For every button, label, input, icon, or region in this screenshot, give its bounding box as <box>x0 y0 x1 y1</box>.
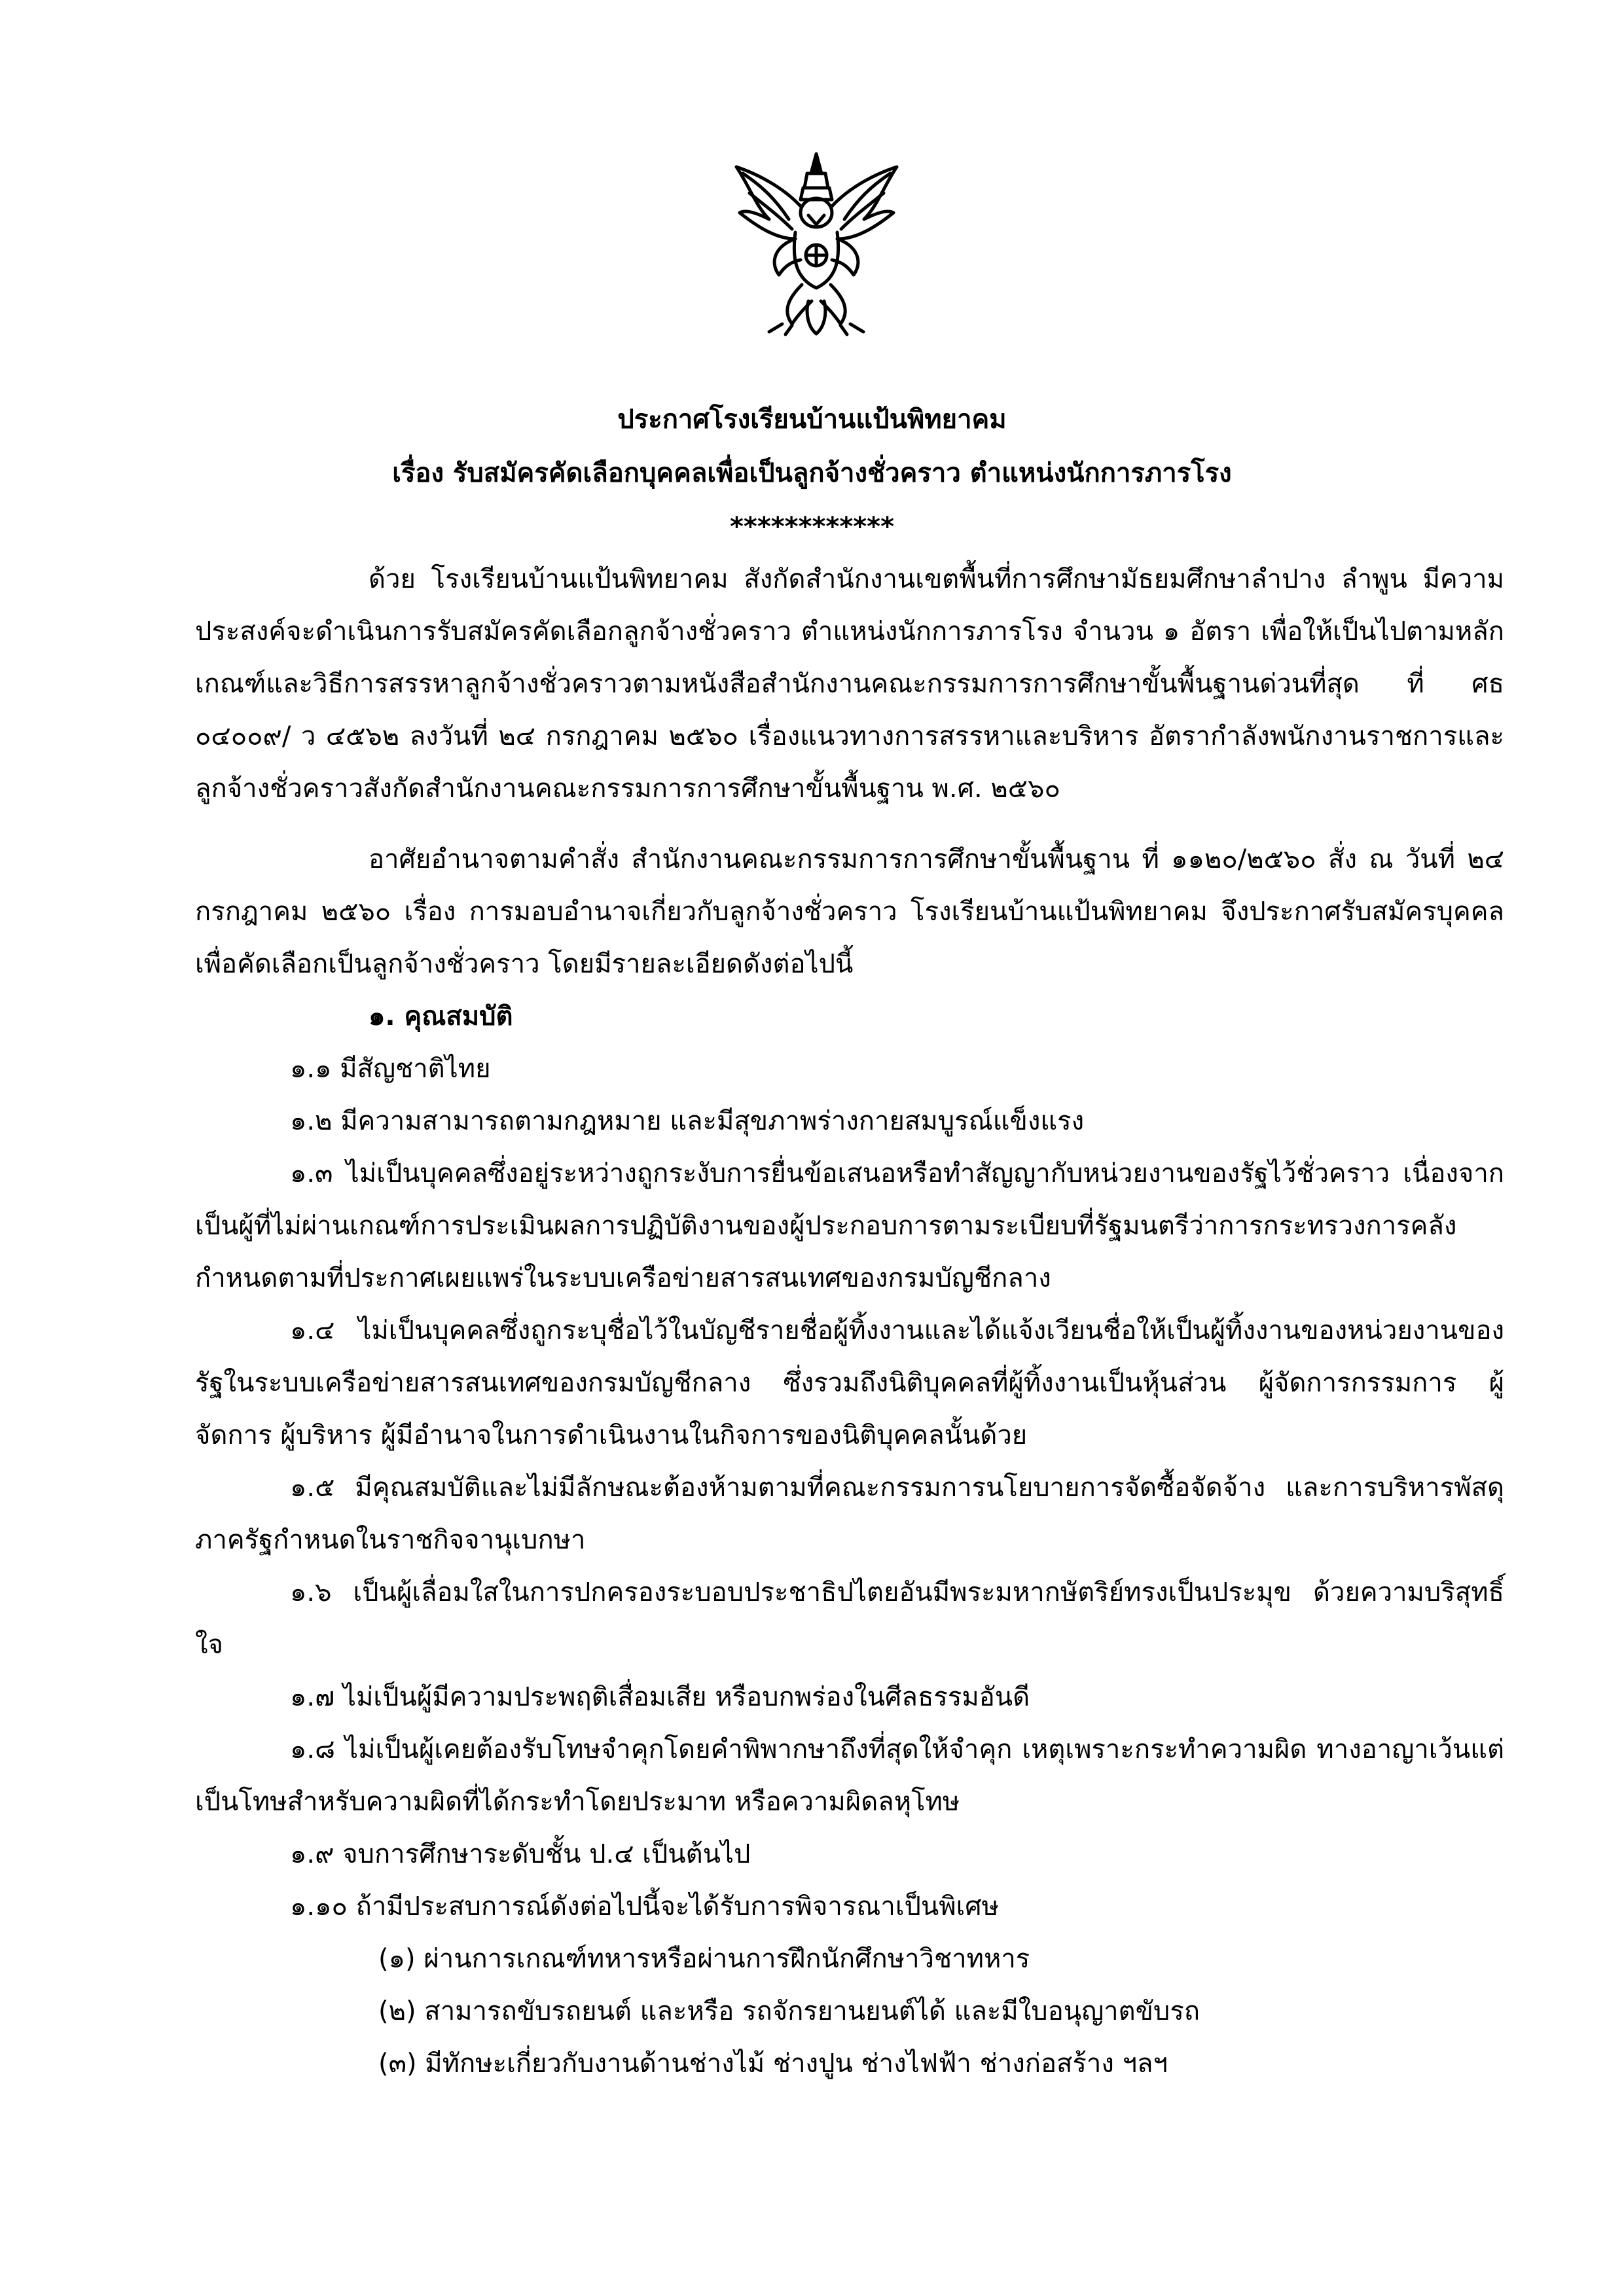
qualification-item: ๑.๒ มีความสามารถตามกฎหมาย และมีสุขภาพร่างกายสมบูรณ์แข็งแรง <box>290 1106 1085 1136</box>
section-1-title: ๑. คุณสมบัติ <box>369 1001 513 1031</box>
qualification-item: ๑.๔ ไม่เป็นบุคคลซึ่งถูกระบุชื่อไว้ในบัญชีรายชื่อผู้ทิ้งงานและได้แจ้งเวียนชื่อให้เป็นผู้ทิ้งงานของหน่วยงานของรัฐในระบบเครือข่ายสารสนเทศของกรมบัญชีกลาง ซึ่งรวมถึงนิติบุคคลที่ผู้ทิ้งงานเป็นหุ้นส่วน ผู้จัดการกรรมการ ผู้จัดการ ผู้บริหาร ผู้มีอำนาจในการดำเนินงานในกิจการของนิติบุคคลนั้นด้วย <box>195 1316 1504 1450</box>
qualification-item: ๑.๙ จบการศึกษาระดับชั้น ป.๔ เป็นต้นไป <box>290 1839 751 1869</box>
garuda-emblem-icon <box>730 147 903 337</box>
qualification-item: ๑.๑ มีสัญชาติไทย <box>290 1054 491 1084</box>
experience-subitem: (๑) ผ่านการเกณฑ์ทหารหรือผ่านการฝึกนักศึกษาวิชาทหาร <box>378 1944 1030 1974</box>
header-divider: ************ <box>729 512 894 542</box>
qualification-item: ๑.๓ ไม่เป็นบุคคลซึ่งอยู่ระหว่างถูกระงับการยื่นข้อเสนอหรือทำสัญญากับหน่วยงานของรัฐไว้ชั่วคราว เนื่องจากเป็นผู้ที่ไม่ผ่านเกณฑ์การประเมินผลการปฏิบัติงานของผู้ประกอบการตามระเบียบที่รัฐมนตรีว่าการกระทรวงการคลังกำหนดตามที่ประกาศเผยแพร่ในระบบเครือข่ายสารสนเทศของกรมบัญชีกลาง <box>195 1158 1504 1293</box>
qualification-item: ๑.๘ ไม่เป็นผู้เคยต้องรับโทษจำคุกโดยคำพิพากษาถึงที่สุดให้จำคุก เหตุเพราะกระทำความผิด ทางอาญาเว้นแต่เป็นโทษสำหรับความผิดที่ได้กระทำโดยประมาท หรือความผิดลหุโทษ <box>195 1734 1504 1817</box>
announcement-subject: เรื่อง รับสมัครคัดเลือกบุคคลเพื่อเป็นลูกจ้างชั่วคราว ตำแหน่งนักการภารโรง <box>392 458 1232 488</box>
experience-subitem: (๓) มีทักษะเกี่ยวกับงานด้านช่างไม้ ช่างปูน ช่างไฟฟ้า ช่างก่อสร้าง ฯลฯ <box>378 2049 1168 2079</box>
intro-paragraph-2: อาศัยอำนาจตามคำสั่ง สำนักงานคณะกรรมการการศึกษาขั้นพื้นฐาน ที่ ๑๑๒๐/๒๕๖๐ สั่ง ณ วันที่ ๒๔ กรกฎาคม ๒๕๖๐ เรื่อง การมอบอำนาจเกี่ยวกับลูกจ้างชั่วคราว โรงเรียนบ้านแป้นพิทยาคม จึงประกาศรับสมัครบุคคลเพื่อคัดเลือกเป็นลูกจ้างชั่วคราว โดยมีรายละเอียดดังต่อไปนี้ <box>195 844 1504 979</box>
qualification-item: ๑.๕ มีคุณสมบัติและไม่มีลักษณะต้องห้ามตามที่คณะกรรมการนโยบายการจัดซื้อจัดจ้าง และการบริหารพัสดุภาครัฐกำหนดในราชกิจจานุเบกษา <box>195 1473 1504 1555</box>
qualification-item: ๑.๗ ไม่เป็นผู้มีความประพฤติเสื่อมเสีย หรือบกพร่องในศีลธรรมอันดี <box>290 1682 1030 1712</box>
qualification-item: ๑.๑๐ ถ้ามีประสบการณ์ดังต่อไปนี้จะได้รับการพิจารณาเป็นพิเศษ <box>290 1892 1000 1922</box>
intro-paragraph-1: ด้วย โรงเรียนบ้านแป้นพิทยาคม สังกัดสำนักงานเขตพื้นที่การศึกษามัธยมศึกษาลำปาง ลำพูน มีความประสงค์จะดำเนินการรับสมัครคัดเลือกลูกจ้างชั่วคราว ตำแหน่งนักการภารโรง จำนวน ๑ อัตรา เพื่อให้เป็นไปตามหลักเกณฑ์และวิธีการสรรหาลูกจ้างชั่วคราวตามหนังสือสำนักงานคณะกรรมการการศึกษาขั้นพื้นฐานด่วนที่สุด ที่ ศธ ๐๔๐๐๙/ ว ๔๕๖๒ ลงวันที่ ๒๔ กรกฎาคม ๒๕๖๐ เรื่องแนวทางการสรรหาและบริหาร อัตรากำลังพนักงานราชการและลูกจ้างชั่วคราวสังกัดสำนักงานคณะกรรมการการศึกษาขั้นพื้นฐาน พ.ศ. ๒๕๖๐ <box>195 564 1504 804</box>
announcement-title: ประกาศโรงเรียนบ้านแป้นพิทยาคม <box>617 404 1007 435</box>
experience-subitem: (๒) สามารถขับรถยนต์ และหรือ รถจักรยานยนต์ได้ และมีใบอนุญาตขับรถ <box>378 1996 1200 2026</box>
announcement-body <box>195 553 1504 2090</box>
qualification-item: ๑.๖ เป็นผู้เลื่อมใสในการปกครองระบอบประชาธิปไตยอันมีพระมหากษัตริย์ทรงเป็นประมุข ด้วยความบริสุทธิ์ใจ <box>195 1577 1504 1660</box>
announcement-header <box>0 393 1624 554</box>
